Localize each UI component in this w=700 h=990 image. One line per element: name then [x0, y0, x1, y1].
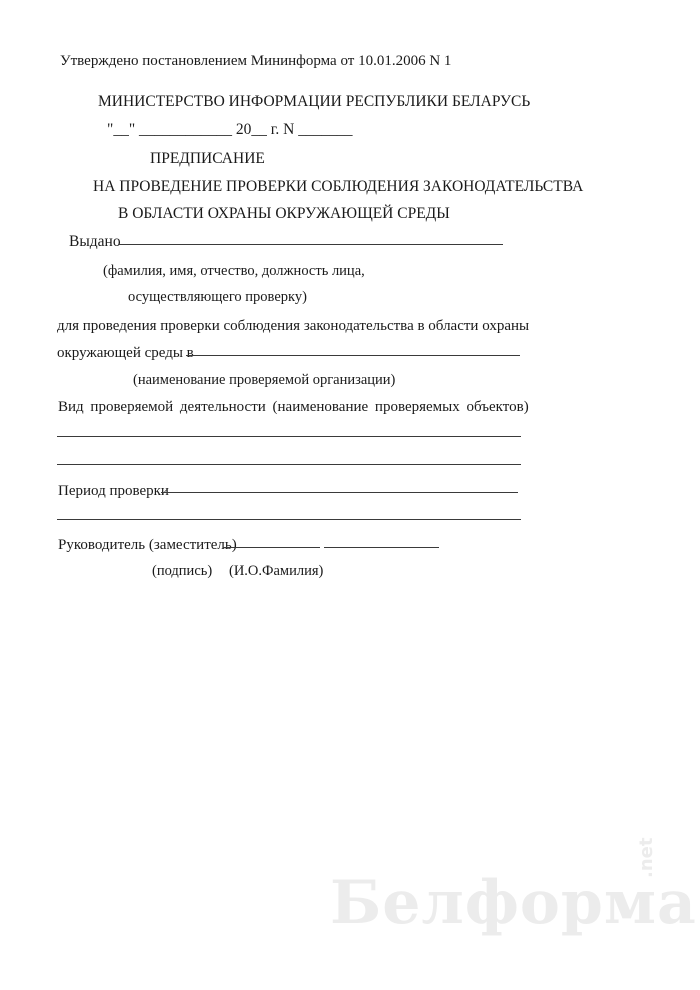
signature-hint: (подпись) [152, 563, 213, 579]
date-number-line: "__" ____________ 20__ г. N _______ [107, 121, 353, 138]
document-subtitle-line-2: В ОБЛАСТИ ОХРАНЫ ОКРУЖАЮЩЕЙ СРЕДЫ [118, 205, 450, 222]
ministry-name: МИНИСТЕРСТВО ИНФОРМАЦИИ РЕСПУБЛИКИ БЕЛАРУСЬ [98, 93, 531, 110]
document-title: ПРЕДПИСАНИЕ [150, 150, 265, 167]
issued-hint-2: осуществляющего проверку) [128, 289, 307, 305]
activity-label: Вид проверяемой деятельности (наименование проверяемых объектов) [58, 399, 529, 415]
issued-label: Выдано [69, 233, 121, 250]
organization-field[interactable] [186, 355, 520, 356]
period-field-line-2[interactable] [57, 519, 521, 520]
watermark-suffix: .net [636, 837, 657, 878]
issued-to-field[interactable] [119, 244, 503, 245]
name-hint: (И.О.Фамилия) [229, 563, 324, 579]
issued-hint-1: (фамилия, имя, отчество, должность лица, [103, 263, 365, 279]
period-field[interactable] [161, 492, 518, 493]
name-field[interactable] [324, 547, 439, 548]
head-label: Руководитель (заместитель) [58, 537, 237, 553]
period-label: Период проверки [58, 483, 169, 499]
purpose-line-2: окружающей среды в [57, 345, 194, 361]
document-subtitle-line-1: НА ПРОВЕДЕНИЕ ПРОВЕРКИ СОБЛЮДЕНИЯ ЗАКОНОДАТЕЛЬСТВА [93, 178, 584, 195]
organization-hint: (наименование проверяемой организации) [133, 372, 396, 388]
activity-field-line-2[interactable] [57, 464, 521, 465]
purpose-line-1: для проведения проверки соблюдения законодательства в области охраны [57, 318, 530, 334]
activity-field-line-1[interactable] [57, 436, 521, 437]
watermark-logo: Белформа [330, 868, 697, 938]
approval-note: Утверждено постановлением Мининформа от 10.01.2006 N 1 [60, 53, 452, 69]
signature-field[interactable] [223, 547, 320, 548]
